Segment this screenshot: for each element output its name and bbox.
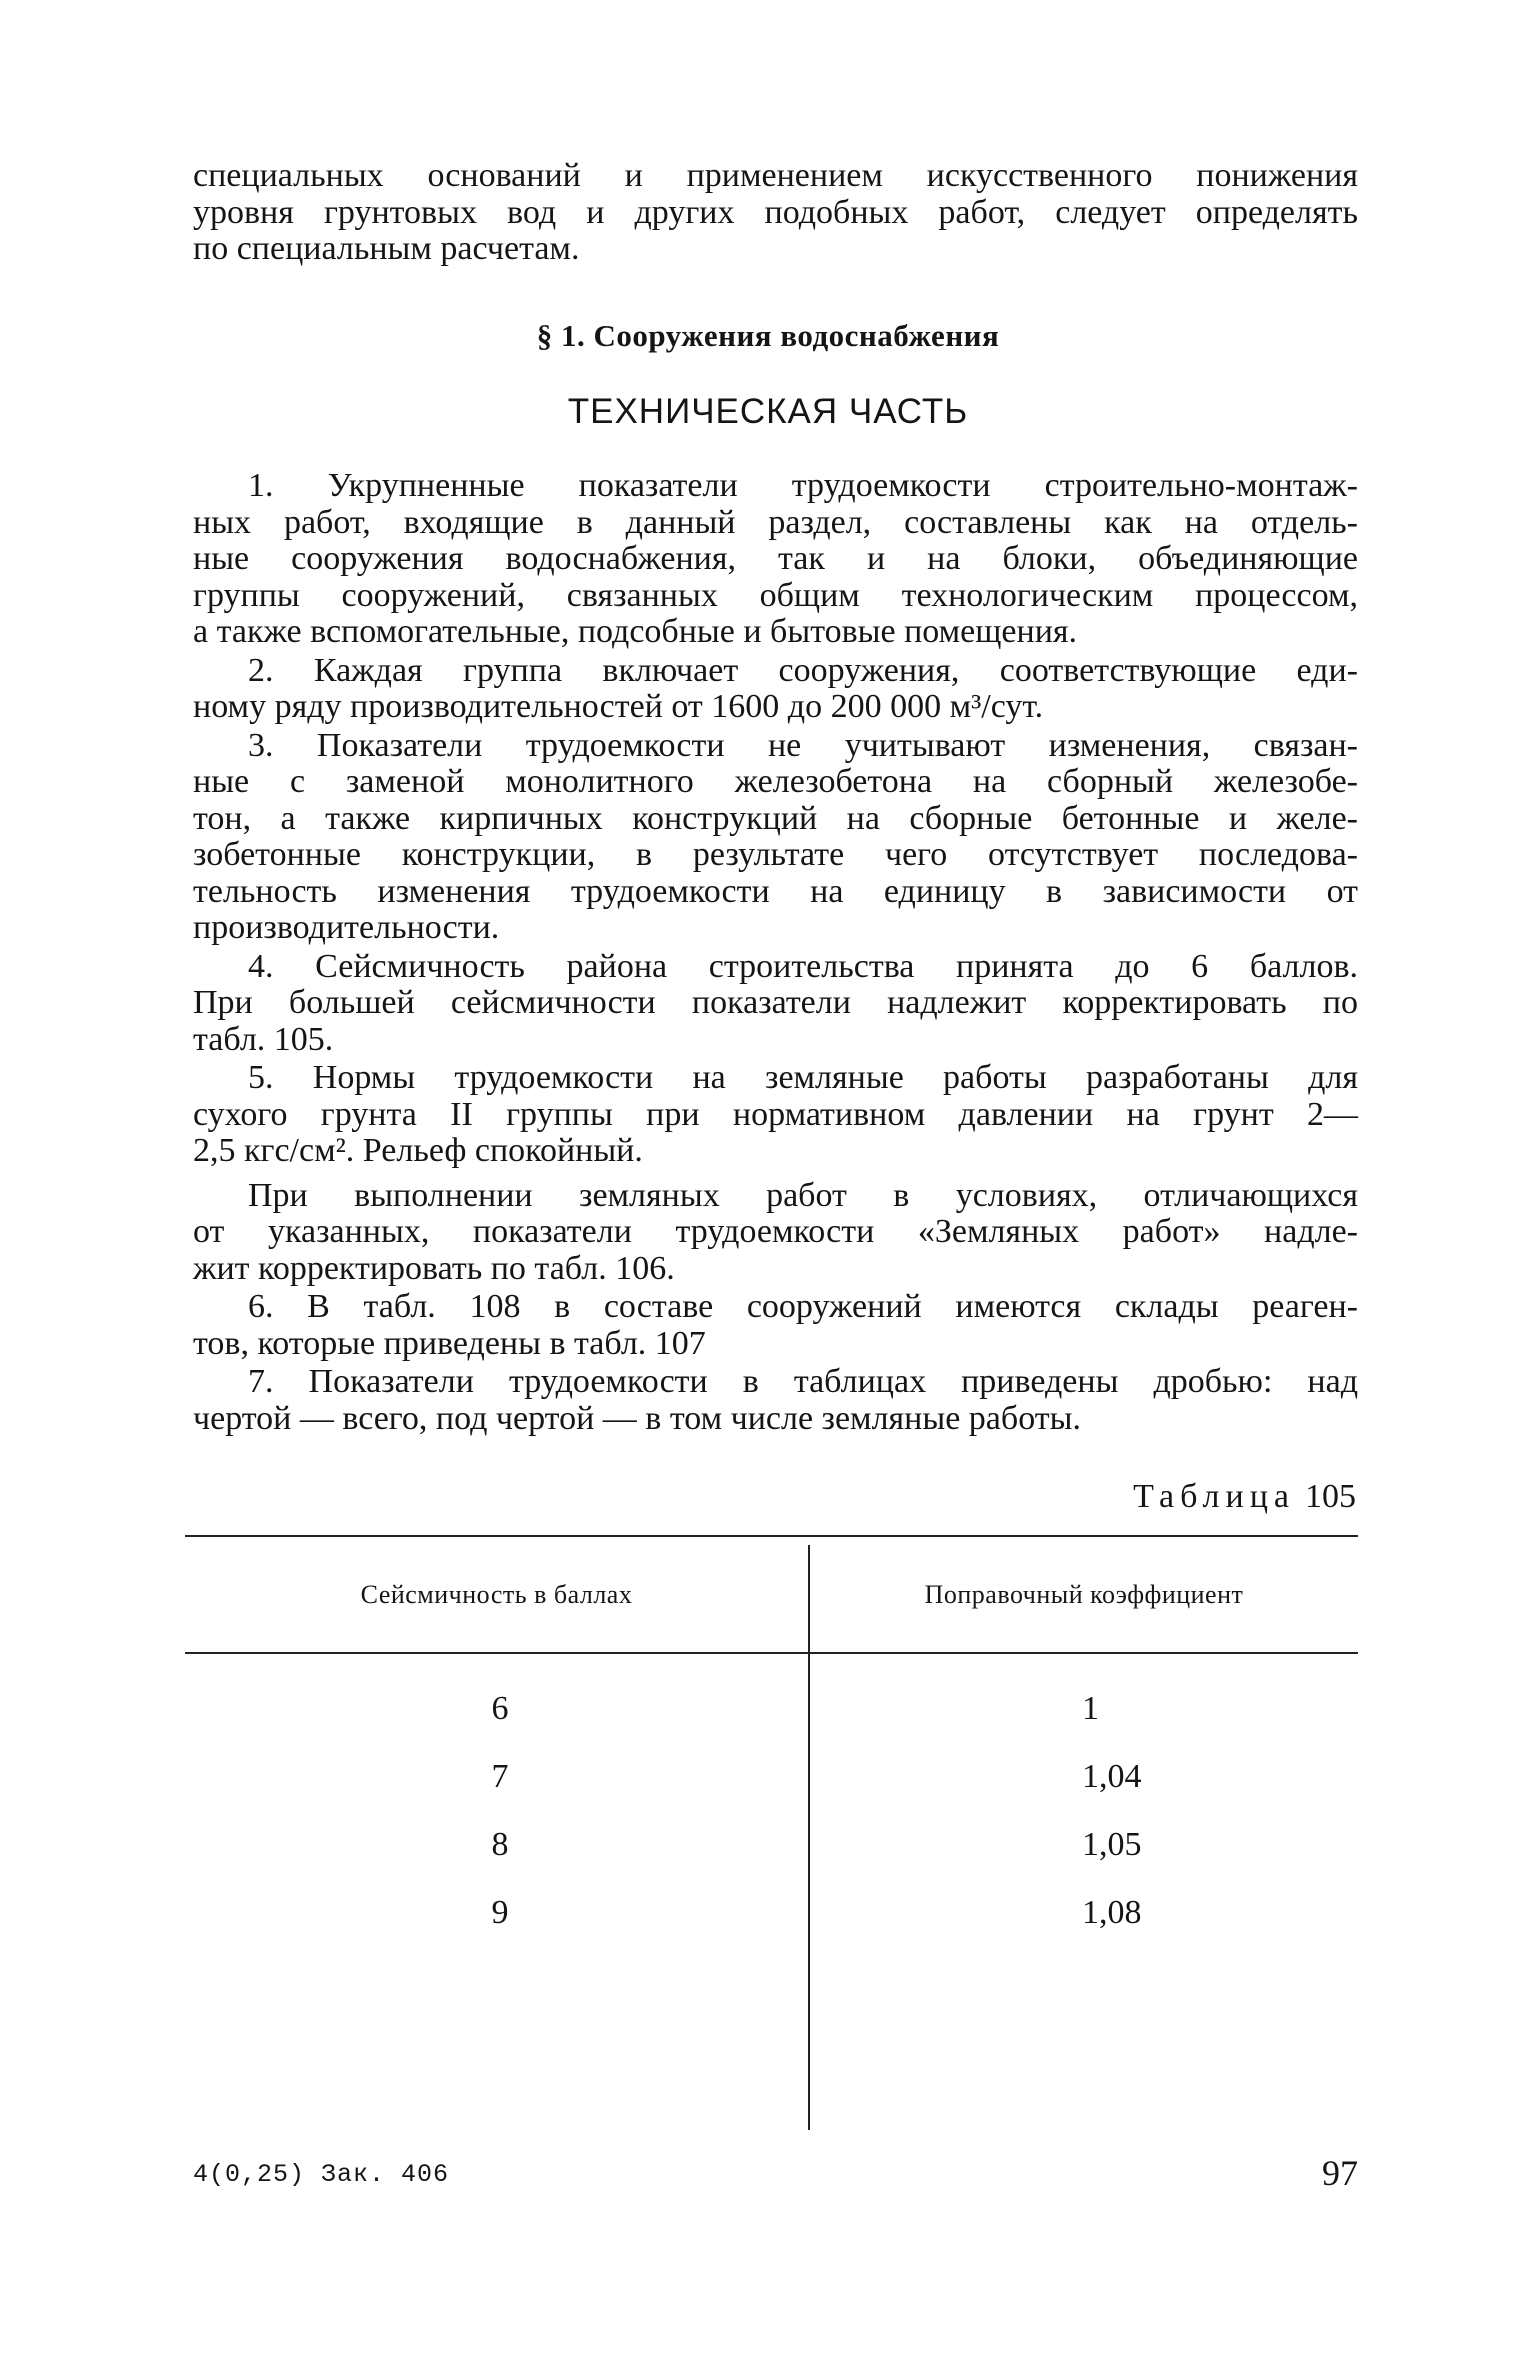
text-line: 4. Сейсмичность района строительства принята до 6 баллов. xyxy=(248,947,1358,985)
table-header-rule xyxy=(185,1652,1358,1654)
text-line: 5. Нормы трудоемкости на земляные работы разработаны для xyxy=(248,1059,1358,1096)
text-line: 6. В табл. 108 в составе сооружений имеются склады реаген- xyxy=(248,1288,1358,1325)
table-top-rule xyxy=(185,1535,1358,1537)
text-line: ные сооружения водоснабжения, так и на блоки, объединяющие xyxy=(193,540,1358,577)
text-line: а также вспомогательные, подсобные и бытовые помещения. xyxy=(193,613,1078,650)
text-line: При выполнении земляных работ в условиях, отличающихся xyxy=(248,1176,1358,1214)
table-header-seismicity: Сейсмичность в баллах xyxy=(360,1580,633,1609)
list-item xyxy=(193,728,1358,947)
text-line: тов, которые приведены в табл. 107 xyxy=(193,1324,706,1362)
text-line: от указанных, показатели трудоемкости «Земляных работ» надле- xyxy=(193,1213,1358,1250)
list-item xyxy=(193,1364,1358,1437)
text-line: табл. 105. xyxy=(193,1020,334,1058)
table-column-divider xyxy=(808,1545,810,2130)
text-line: жит корректировать по табл. 106. xyxy=(193,1249,675,1287)
table-caption-number: 105 xyxy=(1305,1478,1356,1515)
table-cell-seismicity: 7 xyxy=(491,1758,509,1795)
list-item xyxy=(193,1289,1358,1362)
text-line: ные с заменой монолитного железобетона на сборный железобе- xyxy=(193,763,1358,800)
text-line: по специальным расчетам. xyxy=(193,230,580,267)
text-line: ному ряду производительностей от 1600 до 200 000 м³/сут. xyxy=(193,688,1044,725)
text-line: тон, а также кирпичных конструкций на сборные бетонные и желе- xyxy=(193,799,1358,837)
text-line: 7. Показатели трудоемкости в таблицах приведены дробью: над xyxy=(248,1363,1358,1400)
list-item xyxy=(193,949,1358,1059)
table-cell-coefficient: 1,05 xyxy=(1082,1826,1142,1863)
text-line: группы сооружений, связанных общим технологическим процессом, xyxy=(193,576,1358,614)
text-line: уровня грунтовых вод и других подобных работ, следует определять xyxy=(193,193,1358,231)
section-heading: § 1. Сооружения водоснабжения xyxy=(536,318,1000,353)
table-caption-word: Таблица xyxy=(1133,1478,1295,1515)
table-cell-seismicity: 8 xyxy=(491,1826,509,1863)
text-line: специальных оснований и применением искусственного понижения xyxy=(193,157,1358,194)
text-line: 2. Каждая группа включает сооружения, соответствующие еди- xyxy=(248,651,1358,689)
text-line: 2,5 кгс/см². Рельеф спокойный. xyxy=(193,1132,643,1169)
text-line: зобетонные конструкции, в результате чего отсутствует последова- xyxy=(193,836,1358,873)
text-line: производительности. xyxy=(193,909,500,946)
print-order-note: 4(0,25) Зак. 406 xyxy=(193,2160,450,2189)
table-cell-coefficient: 1 xyxy=(1082,1690,1099,1727)
text-line: тельность изменения трудоемкости на единицу в зависимости от xyxy=(193,872,1358,910)
list-item xyxy=(193,468,1358,651)
text-line: сухого грунта II группы при нормативном давлении на грунт 2— xyxy=(193,1095,1358,1133)
text-line: При большей сейсмичности показатели надлежит корректировать по xyxy=(193,984,1358,1021)
text-line: 3. Показатели трудоемкости не учитывают изменения, связан- xyxy=(248,726,1358,764)
table-cell-coefficient: 1,04 xyxy=(1082,1758,1142,1795)
page-number: 97 xyxy=(1322,2153,1358,2193)
table-caption xyxy=(1133,1478,1356,1516)
table-cell-seismicity: 9 xyxy=(491,1894,509,1931)
text-line: чертой — всего, под чертой — в том числе земляные работы. xyxy=(193,1399,1081,1437)
list-item xyxy=(193,1178,1358,1288)
list-item xyxy=(193,653,1358,726)
table-cell-seismicity: 6 xyxy=(491,1690,509,1727)
part-heading: ТЕХНИЧЕСКАЯ ЧАСТЬ xyxy=(567,392,969,431)
text-line: 1. Укрупненные показатели трудоемкости строительно-монтаж- xyxy=(248,467,1358,504)
text-line: ных работ, входящие в данный раздел, составлены как на отдель- xyxy=(193,503,1358,541)
intro-paragraph xyxy=(193,158,1358,268)
technical-part-items xyxy=(193,468,1358,1439)
list-item xyxy=(193,1060,1358,1170)
table-cell-coefficient: 1,08 xyxy=(1082,1894,1142,1931)
table-header-coefficient: Поправочный коэффициент xyxy=(924,1580,1244,1609)
